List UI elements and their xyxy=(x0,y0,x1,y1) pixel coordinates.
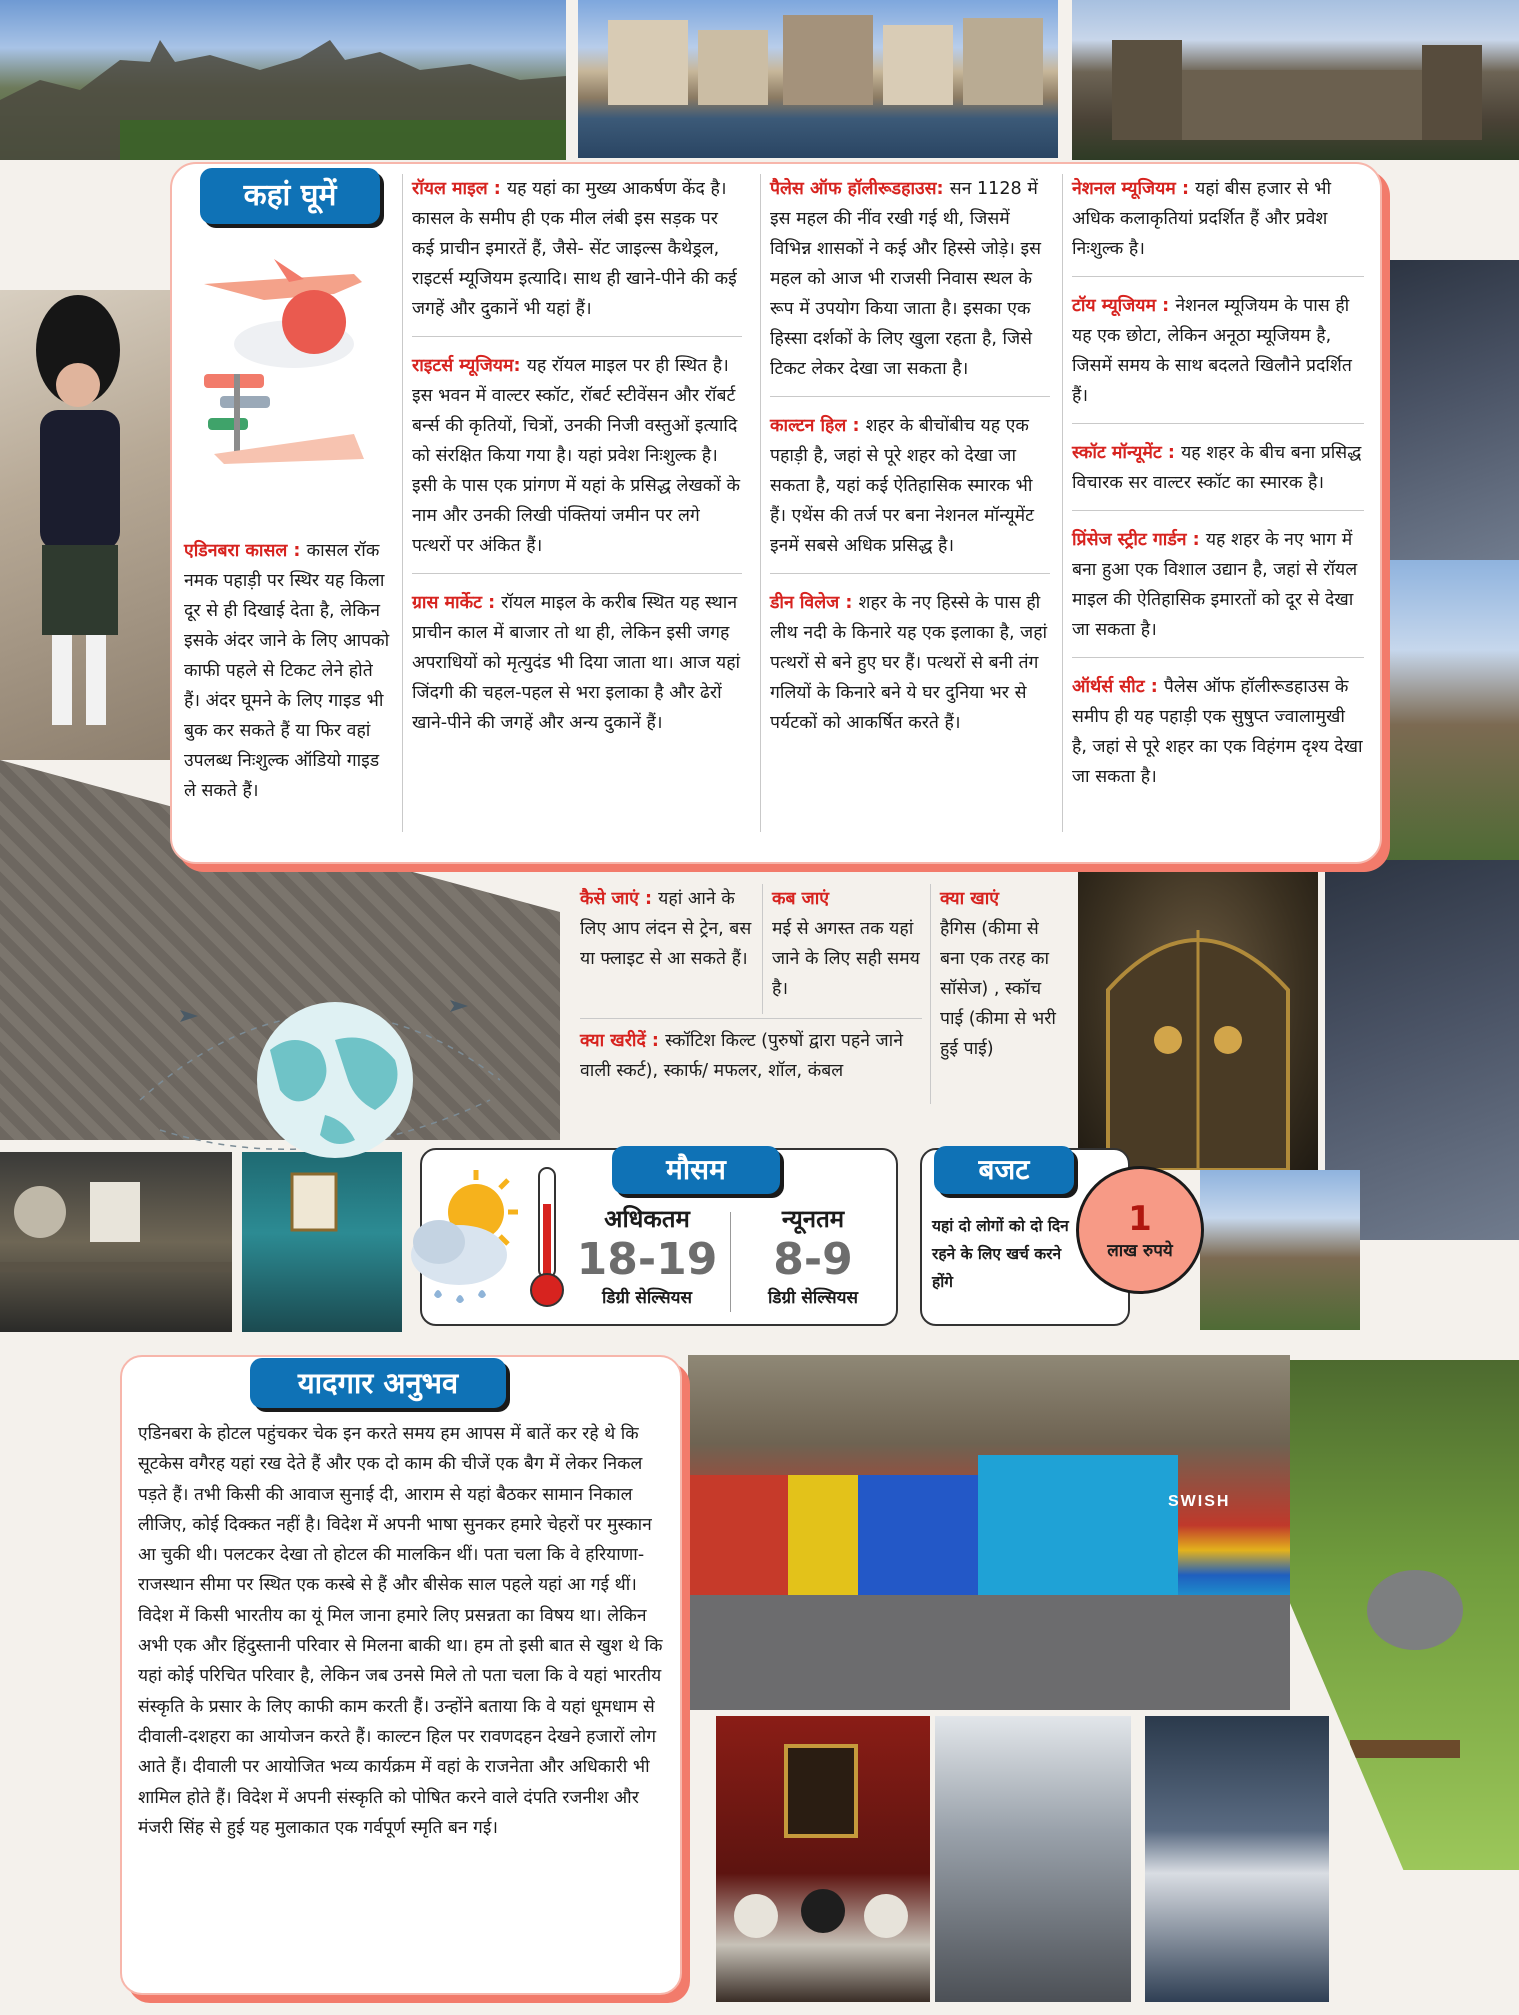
photo-victoria-street xyxy=(688,1355,1290,1710)
photo-waterfront-apartments xyxy=(578,0,1058,158)
budget-amount-circle: 1 लाख रुपये xyxy=(1076,1166,1204,1294)
place-dean-village: डीन विलेज : शहर के नए हिस्से के पास ही लीथ नदी के किनारे यह एक इलाका है, जहां पत्थरों से बने हुए घर हैं। पत्थरों से बनी तंग गलियों के किनारे बने ये घर दुनिया भर से पर्यटकों को आकर्षित करते हैं। xyxy=(770,593,1048,733)
places-column-1 xyxy=(184,536,394,806)
tip-what-to-eat: क्या खाएं हैगिस (कीमा से बना एक तरह का सॉसेज) , स्कॉच पाई (कीमा से भरी हुई पाई) xyxy=(940,889,1056,1059)
place-arthurs-seat: ऑर्थर्स सीट : पैलेस ऑफ हॉलीरूडहाउस के समीप ही यह पहाड़ी एक सुषुप्त ज्वालामुखी है, जहां से पूरे शहर का एक विहंगम दृश्य देखा जा सकता है। xyxy=(1072,677,1363,787)
place-grass-market: ग्रास मार्केट : रॉयल माइल के करीब स्थित यह स्थान प्राचीन काल में बाजार तो था ही, लेकिन इसी जगह अपराधियों को मृत्युदंड भी दिया जाता था। आज यहां जिंदगी की चहल-पहल से भरा इलाका है और ढेरों खाने-पीने की जगहें और अन्य दुकानें हैं। xyxy=(412,593,741,733)
photo-blue-sky-right xyxy=(1382,260,1519,560)
place-princes-street-garden: प्रिंसेज स्ट्रीट गार्डन : यह शहर के नए भाग में बना हुआ एक विशाल उद्यान है, जहां से रॉयल माइल की ऐतिहासिक इमारतों को दूर से देखा जा सकता है। xyxy=(1072,530,1358,640)
section-title-memorable-experience: यादगार अनुभव xyxy=(250,1358,506,1408)
photo-holyrood-palace xyxy=(1072,0,1519,160)
photo-edinburgh-skyline xyxy=(0,0,566,160)
budget-title: बजट xyxy=(934,1146,1074,1194)
photo-cathedral-interior xyxy=(1145,1716,1329,2002)
budget-description: यहां दो लोगों को दो दिन रहने के लिए खर्च करने होंगे xyxy=(932,1217,1069,1291)
place-scott-monument: स्कॉट मॉन्यूमेंट : यह शहर के बीच बना प्रसिद्ध विचारक सर वाल्टर स्कॉट का स्मारक है। xyxy=(1072,443,1362,493)
tip-when-to-go: कब जाएं मई से अगस्त तक यहां जाने के लिए सही समय है। xyxy=(772,889,920,999)
weather-title: मौसम xyxy=(612,1146,780,1194)
shop-sign: SWISH xyxy=(1168,1493,1231,1510)
places-card xyxy=(170,162,1382,864)
weather-max: अधिकतम 18-19 डिग्री सेल्सियस xyxy=(576,1205,718,1308)
places-column-2 xyxy=(412,174,742,738)
tip-what-to-buy: क्या खरीदें : स्कॉटिश किल्ट (पुरुषों द्वारा पहने जाने वाली स्कर्ट), स्कार्फ/ मफलर, शॉल, कंबल xyxy=(580,1031,903,1081)
place-holyroodhouse: पैलेस ऑफ हॉलीरूडहाउस: सन 1128 में इस महल की नींव रखी गई थी, जिसमें विभिन्न शासकों ने कई और हिस्से जोड़े। इस महल को आज भी राजसी निवास स्थल के रूप में उपयोग किया जाता है। इसका एक हिस्सा दर्शकों के लिए खुला रहता है, जिसे टिकट लेकर देखा जा सकता है। xyxy=(770,179,1042,379)
photo-portrait-gallery xyxy=(716,1716,930,2002)
place-toy-museum: टॉय म्यूजियम : नेशनल म्यूजियम के पास ही यह एक छोटा, लेकिन अनूठा म्यूजियम है, जिसमें समय के साथ बदलते खिलौने प्रदर्शित हैं। xyxy=(1072,296,1352,406)
place-calton-hill: काल्टन हिल : शहर के बीचोंबीच यह एक पहाड़ी है, जहां से पूरे शहर को देखा जा सकता है, यहां कई ऐतिहासिक स्मारक भी हैं। एथेंस की तर्ज पर बना नेशनल मॉन्यूमेंट इनमें सबसे अधिक प्रसिद्ध है। xyxy=(770,416,1035,556)
place-edinburgh-castle: एडिनबरा कासल : कासल रॉक नमक पहाड़ी पर स्थिर यह किला दूर से ही दिखाई देता है, लेकिन इसके अंदर जाने के लिए आपको काफी पहले से टिकट लेने होते हैं। अंदर घूमने के लिए गाइड भी बुक कर सकते हैं या फिर वहां उपलब्ध निःशुल्क ऑडियो गाइड ले सकते हैं। xyxy=(184,541,390,801)
weather-min: न्यूनतम 8-9 डिग्री सेल्सियस xyxy=(767,1205,859,1308)
photo-castle-view xyxy=(1200,1170,1360,1330)
places-column-3 xyxy=(770,174,1050,738)
memory-text: एडिनबरा के होटल पहुंचकर चेक इन करते समय हम आपस में बातें कर रहे थे कि सूटकेस वगैरह यहां रख देते हैं और एक दो काम की चीजें एक बैग में लेकर निकल पड़ते हैं। तभी किसी की आवाज सुनाई दी, आराम से यहां बैठकर सामान निकाल लीजिए, कोई दिक्कत नहीं है। विदेश में अपनी भाषा सुनकर हमारे चेहरों पर मुस्कान आ चुकी थी। पलटकर देखा तो होटल की मालकिन थीं। पता चला कि वे हरियाणा-राजस्थान सीमा पर स्थित एक कस्बे से हैं और बीसेक साल पहले यहां आ गई थीं। विदेश में किसी भारतीय का यूं मिल जाना हमारे लिए प्रसन्नता का विषय था। लेकिन अभी एक और हिंदुस्तानी परिवार से मिलना बाकी था। हम तो इसी बात से खुश थे कि यहां कोई परिचित परिवार है, लेकिन जब उनसे मिले तो पता चला कि वे यहां भारतीय संस्कृति के प्रसार के लिए काफी काम करती हैं। उन्होंने बताया कि वे यहां धूमधाम से दीवाली-दशहरा का आयोजन करते हैं। काल्टन हिल पर रावणदहन देखने हजारों लोग आते हैं। दीवाली पर आयोजित भव्य कार्यक्रम में वहां के राजनेता और अधिकारी भी शामिल होते हैं। विदेश में अपनी संस्कृति को पोषित करने वाले दंपति रजनीश और मंजरी सिंह से हुई यह मुलाकात एक गर्वपूर्ण स्मृति बन गई। xyxy=(138,1424,663,1838)
place-writers-museum: राइटर्स म्यूजियम: यह रॉयल माइल पर ही स्थित है। इस भवन में वाल्टर स्कॉट, रॉबर्ट स्टीवेंसन और रॉबर्ट बर्न्स की कृतियों, चित्रों, उनकी निजी वस्तुओं इत्यादि को संरक्षित किया गया है। यहां प्रवेश निःशुल्क है। इसी के पास एक प्रांगण में यहां के प्रसिद्ध लेखकों के नाम और उनकी लिखी पंक्तियां जमीन पर लगे पत्थरों पर अंकित हैं। xyxy=(412,356,740,556)
tip-how-to-go: कैसे जाएं : यहां आने के लिए आप लंदन से ट्रेन, बस या फ्लाइट से आ सकते हैं। xyxy=(580,889,752,969)
world-map-illustration xyxy=(120,980,520,1160)
places-column-4 xyxy=(1072,174,1364,792)
weather-icon xyxy=(404,1160,524,1320)
section-title-where-to-go: कहां घूमें xyxy=(200,168,380,224)
photo-bagpiper xyxy=(0,290,175,760)
memory-card xyxy=(120,1355,682,1995)
weather-box xyxy=(420,1148,898,1326)
photo-ornate-door xyxy=(1078,870,1318,1170)
place-royal-mile: रॉयल माइल : यह यहां का मुख्य आकर्षण केंद है। कासल के समीप ही एक मील लंबी इस सड़क पर कई प्राचीन इमारतें हैं, जैसे- सेंट जाइल्स कैथेड्रल, राइटर्स म्यूजियम इत्यादि। साथ ही खाने-पीने की कई जगहें और दुकानें भी यहां हैं। xyxy=(412,179,737,319)
photo-national-museum-hall xyxy=(935,1716,1131,2002)
thermometer-icon xyxy=(530,1164,564,1314)
travel-illustration xyxy=(184,234,374,464)
place-national-museum: नेशनल म्यूजियम : यहां बीस हजार से भी अधिक कलाकृतियां प्रदर्शित हैं और प्रवेश निःशुल्क है। xyxy=(1072,179,1332,259)
photo-museum-exhibit xyxy=(0,1152,232,1332)
photo-writers-museum xyxy=(242,1152,402,1332)
